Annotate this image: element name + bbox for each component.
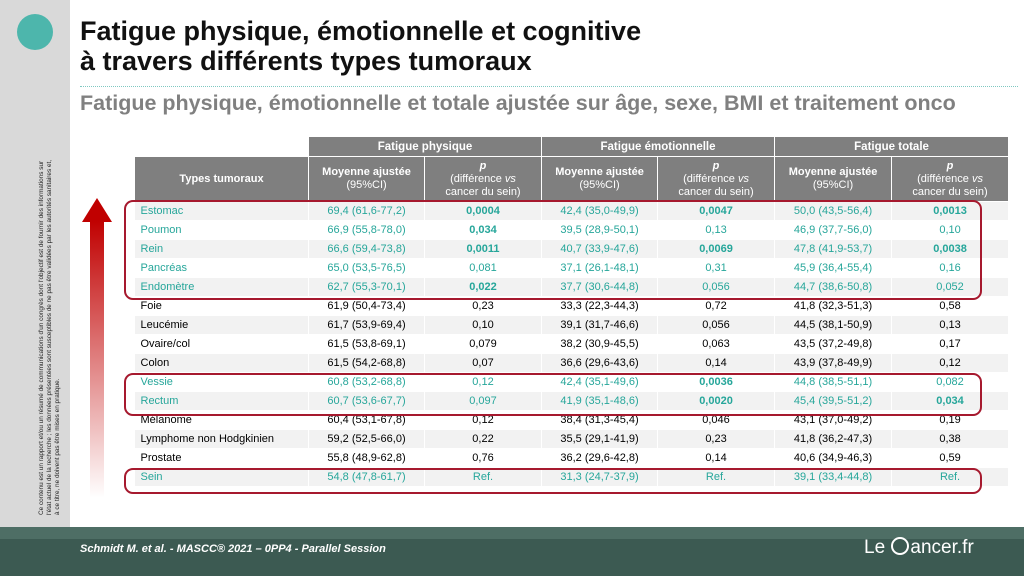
mean-ci-label: (95%CI) xyxy=(812,179,854,191)
p-value-cell: 0,0036 xyxy=(658,373,775,392)
logo-c-icon xyxy=(891,537,909,555)
p-value-cell: 0,17 xyxy=(892,335,1009,354)
title-line-2: à travers différents types tumoraux xyxy=(80,46,532,76)
p-value-cell: 0,14 xyxy=(658,354,775,373)
p-value-cell: Ref. xyxy=(892,468,1009,487)
p-value-cell: 0,22 xyxy=(425,430,542,449)
tumor-type-cell: Pancréas xyxy=(135,259,309,278)
mean-cell: 47,8 (41,9-53,7) xyxy=(775,240,892,259)
column-header-type: Types tumoraux xyxy=(135,157,309,202)
p-value-cell: 0,034 xyxy=(892,392,1009,411)
column-header-p xyxy=(658,157,775,202)
p-value-cell: 0,0047 xyxy=(658,202,775,221)
mean-label: Moyenne ajustée xyxy=(555,166,644,178)
p-sub-1: (différence xyxy=(917,172,969,185)
mean-cell: 35,5 (29,1-41,9) xyxy=(542,430,658,449)
mean-cell: 44,5 (38,1-50,9) xyxy=(775,316,892,335)
group-header-physical: Fatigue physique xyxy=(309,137,542,157)
column-header-p xyxy=(892,157,1009,202)
p-value-cell: 0,07 xyxy=(425,354,542,373)
column-header-mean xyxy=(309,157,425,202)
p-sub-label xyxy=(896,173,1004,186)
p-label: p xyxy=(479,159,487,172)
mean-cell: 65,0 (53,5-76,5) xyxy=(309,259,425,278)
mean-ci-label: (95%CI) xyxy=(346,179,387,191)
page-subtitle: Fatigue physique, émotionnelle et totale ajustée sur âge, sexe, BMI et traitement onco xyxy=(80,91,956,115)
column-header-p xyxy=(425,157,542,202)
table-row xyxy=(135,316,1009,335)
p-value-cell: 0,12 xyxy=(425,373,542,392)
title-line-1: Fatigue physique, émotionnelle et cognitive xyxy=(80,16,642,46)
tumor-type-cell: Vessie xyxy=(135,373,309,392)
mean-cell: 43,1 (37,0-49,2) xyxy=(775,411,892,430)
mean-cell: 60,8 (53,2-68,8) xyxy=(309,373,425,392)
mean-cell: 61,7 (53,9-69,4) xyxy=(309,316,425,335)
mean-cell: 60,4 (53,1-67,8) xyxy=(309,411,425,430)
tumor-type-cell: Rein xyxy=(135,240,309,259)
mean-cell: 69,4 (61,6-77,2) xyxy=(309,202,425,221)
table-row xyxy=(135,449,1009,468)
p-value-cell: 0,12 xyxy=(425,411,542,430)
mean-cell: 44,7 (38,6-50,8) xyxy=(775,278,892,297)
footer-citation: Schmidt M. et al. - MASCC® 2021 – 0PP4 - Parallel Session xyxy=(80,543,386,555)
mean-cell: 38,4 (31,3-45,4) xyxy=(542,411,658,430)
mean-cell: 62,7 (55,3-70,1) xyxy=(309,278,425,297)
mean-cell: 44,8 (38,5-51,1) xyxy=(775,373,892,392)
p-vs: vs xyxy=(971,172,983,185)
mean-cell: 42,4 (35,0-49,9) xyxy=(542,202,658,221)
p-sub-2: cancer du sein) xyxy=(678,185,754,198)
mean-cell: 39,1 (33,4-44,8) xyxy=(775,468,892,487)
mean-cell: 38,2 (30,9-45,5) xyxy=(542,335,658,354)
mean-ci-label: (95%CI) xyxy=(579,179,620,191)
p-value-cell: 0,58 xyxy=(892,297,1009,316)
p-value-cell: Ref. xyxy=(425,468,542,487)
p-value-cell: 0,38 xyxy=(892,430,1009,449)
mean-cell: 54,8 (47,8-61,7) xyxy=(309,468,425,487)
mean-cell: 33,3 (22,3-44,3) xyxy=(542,297,658,316)
p-value-cell: 0,056 xyxy=(658,316,775,335)
tumor-type-cell: Sein xyxy=(135,468,309,487)
mean-cell: 43,5 (37,2-49,8) xyxy=(775,335,892,354)
highlight-box-bottom xyxy=(124,468,982,494)
mean-cell: 37,7 (30,6-44,8) xyxy=(542,278,658,297)
logo-text-left: Le xyxy=(864,537,886,558)
footer xyxy=(0,527,1024,576)
mean-cell: 43,9 (37,8-49,9) xyxy=(775,354,892,373)
p-value-cell: 0,13 xyxy=(658,221,775,240)
tumor-type-cell: Poumon xyxy=(135,221,309,240)
mean-cell: 36,2 (29,6-42,8) xyxy=(542,449,658,468)
p-label: p xyxy=(946,159,954,172)
p-value-cell: 0,19 xyxy=(892,411,1009,430)
p-value-cell: 0,0004 xyxy=(425,202,542,221)
mean-cell: 61,9 (50,4-73,4) xyxy=(309,297,425,316)
mean-cell: 41,8 (32,3-51,3) xyxy=(775,297,892,316)
mean-cell: 50,0 (43,5-56,4) xyxy=(775,202,892,221)
p-value-cell: 0,13 xyxy=(892,316,1009,335)
p-vs: vs xyxy=(504,172,516,185)
mean-cell: 45,9 (36,4-55,4) xyxy=(775,259,892,278)
mean-cell: 31,3 (24,7-37,9) xyxy=(542,468,658,487)
column-header-mean xyxy=(542,157,658,202)
mean-cell: 46,9 (37,7-56,0) xyxy=(775,221,892,240)
p-value-cell: 0,046 xyxy=(658,411,775,430)
mean-label: Moyenne ajustée xyxy=(788,166,878,178)
disclaimer-text: Ce contenu est un rapport et/ou un résumé de communications d'un congrès dont l'objectif est de fournir des informations sur l'état actuel de la recherche ; les données présentées sont susceptibles de ne pas être validées par les autorités sanitaires et, à ce titre, ne doivent pas être mises en pratique. xyxy=(38,159,61,515)
tumor-type-cell: Rectum xyxy=(135,392,309,411)
p-sub-label xyxy=(429,173,537,186)
mean-label: Moyenne ajustée xyxy=(322,166,411,178)
p-value-cell: 0,052 xyxy=(892,278,1009,297)
fatigue-table xyxy=(134,136,1009,487)
mean-cell: 45,4 (39,5-51,2) xyxy=(775,392,892,411)
mean-cell: 40,7 (33,9-47,6) xyxy=(542,240,658,259)
p-sub-label xyxy=(662,173,770,186)
teal-dot-icon xyxy=(17,14,53,50)
p-value-cell: 0,0038 xyxy=(892,240,1009,259)
page-title xyxy=(80,16,641,76)
p-value-cell: 0,76 xyxy=(425,449,542,468)
p-value-cell: 0,12 xyxy=(892,354,1009,373)
table-row xyxy=(135,335,1009,354)
mean-cell: 60,7 (53,6-67,7) xyxy=(309,392,425,411)
tumor-type-cell: Foie xyxy=(135,297,309,316)
mean-cell: 39,5 (28,9-50,1) xyxy=(542,221,658,240)
p-value-cell: 0,082 xyxy=(892,373,1009,392)
mean-cell: 41,9 (35,1-48,6) xyxy=(542,392,658,411)
mean-cell: 61,5 (54,2-68,8) xyxy=(309,354,425,373)
p-value-cell: 0,10 xyxy=(425,316,542,335)
mean-cell: 40,6 (34,9-46,3) xyxy=(775,449,892,468)
group-header-emotional: Fatigue émotionnelle xyxy=(542,137,775,157)
p-value-cell: 0,31 xyxy=(658,259,775,278)
p-value-cell: 0,063 xyxy=(658,335,775,354)
p-value-cell: Ref. xyxy=(658,468,775,487)
p-value-cell: 0,022 xyxy=(425,278,542,297)
mean-cell: 66,6 (59,4-73,8) xyxy=(309,240,425,259)
tumor-type-cell: Endomètre xyxy=(135,278,309,297)
tumor-type-cell: Colon xyxy=(135,354,309,373)
p-value-cell: 0,081 xyxy=(425,259,542,278)
tumor-type-cell: Lymphome non Hodgkinien xyxy=(135,430,309,449)
tumor-type-cell: Ovaire/col xyxy=(135,335,309,354)
arrow-shaft xyxy=(90,220,104,498)
logo-text-right: ancer.fr xyxy=(910,537,974,558)
highlight-box-middle xyxy=(124,373,982,416)
left-sidebar xyxy=(0,0,70,527)
mean-cell: 59,2 (52,5-66,0) xyxy=(309,430,425,449)
mean-cell: 61,5 (53,8-69,1) xyxy=(309,335,425,354)
p-value-cell: 0,0011 xyxy=(425,240,542,259)
p-sub-2: cancer du sein) xyxy=(912,185,988,198)
p-value-cell: 0,079 xyxy=(425,335,542,354)
lecancer-logo[interactable] xyxy=(864,537,974,559)
mean-cell: 42,4 (35,1-49,6) xyxy=(542,373,658,392)
tumor-type-cell: Mélanome xyxy=(135,411,309,430)
tumor-type-cell: Leucémie xyxy=(135,316,309,335)
column-header-mean xyxy=(775,157,892,202)
p-value-cell: 0,056 xyxy=(658,278,775,297)
group-header-total: Fatigue totale xyxy=(775,137,1009,157)
p-value-cell: 0,16 xyxy=(892,259,1009,278)
p-value-cell: 0,14 xyxy=(658,449,775,468)
p-value-cell: 0,0020 xyxy=(658,392,775,411)
p-value-cell: 0,23 xyxy=(658,430,775,449)
table-row xyxy=(135,430,1009,449)
mean-cell: 66,9 (55,8-78,0) xyxy=(309,221,425,240)
mean-cell: 36,6 (29,6-43,6) xyxy=(542,354,658,373)
p-value-cell: 0,097 xyxy=(425,392,542,411)
mean-cell: 41,8 (36,2-47,3) xyxy=(775,430,892,449)
dotted-divider xyxy=(80,86,1018,87)
p-value-cell: 0,034 xyxy=(425,221,542,240)
header-empty-cell xyxy=(135,137,309,157)
p-value-cell: 0,10 xyxy=(892,221,1009,240)
p-value-cell: 0,23 xyxy=(425,297,542,316)
table-row xyxy=(135,354,1009,373)
mean-cell: 39,1 (31,7-46,6) xyxy=(542,316,658,335)
p-vs: vs xyxy=(737,172,749,185)
tumor-type-cell: Estomac xyxy=(135,202,309,221)
mean-cell: 55,8 (48,9-62,8) xyxy=(309,449,425,468)
up-arrow-icon xyxy=(82,198,112,222)
p-sub-1: (différence xyxy=(683,172,735,185)
p-value-cell: 0,59 xyxy=(892,449,1009,468)
p-value-cell: 0,0013 xyxy=(892,202,1009,221)
highlight-box-top xyxy=(124,200,982,300)
p-value-cell: 0,0069 xyxy=(658,240,775,259)
p-value-cell: 0,72 xyxy=(658,297,775,316)
p-sub-1: (différence xyxy=(450,172,502,185)
tumor-type-cell: Prostate xyxy=(135,449,309,468)
p-label: p xyxy=(712,159,720,172)
p-sub-2: cancer du sein) xyxy=(445,185,521,198)
mean-cell: 37,1 (26,1-48,1) xyxy=(542,259,658,278)
